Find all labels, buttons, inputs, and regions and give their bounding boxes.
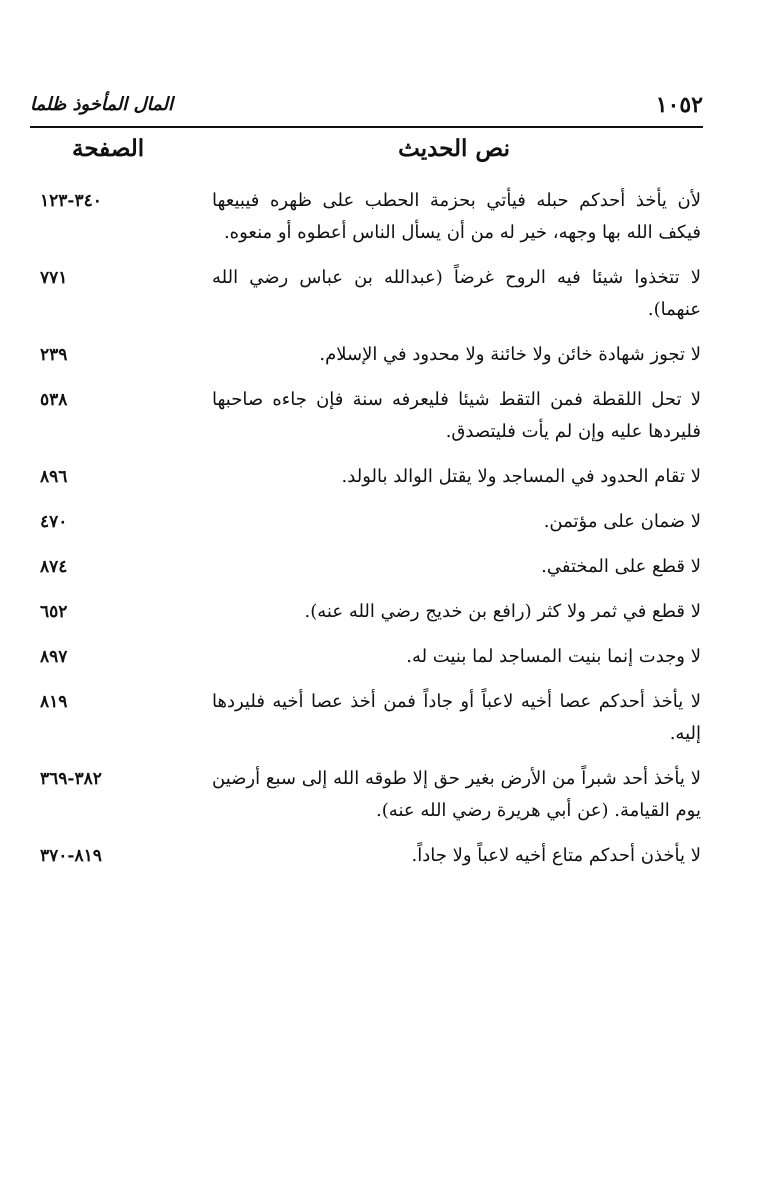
column-heading-text: نص الحديث xyxy=(398,135,510,162)
page-reference: ٥٣٨ xyxy=(40,390,68,410)
index-entry xyxy=(40,686,701,750)
index-entry xyxy=(40,506,701,538)
hadith-text: لا تتخذوا شيئا فيه الروح غرضاً (عبدالله بن عباس رضي الله عنهما). xyxy=(212,267,701,320)
page-reference: ٤٧٠ xyxy=(40,512,68,532)
page-reference: ٢٣٩ xyxy=(40,345,68,365)
hadith-text: لا تحل اللقطة فمن التقط شيئا فليعرفه سنة فإن جاءه صاحبها فليردها عليه وإن لم يأت فليتصدق. xyxy=(212,389,701,442)
running-head xyxy=(30,88,703,128)
hadith-text: لا يأخذ أحدكم عصا أخيه لاعباً أو جاداً فمن أخذ عصا أخيه فليردها إليه. xyxy=(212,691,701,744)
hadith-text: لا قطع في ثمر ولا كثر (رافع بن خديج رضي الله عنه). xyxy=(304,601,701,622)
page-reference: ٧٧١ xyxy=(40,268,68,288)
page-reference: ٨٩٦ xyxy=(40,467,68,487)
index-entry xyxy=(40,641,701,673)
hadith-text: لا تجوز شهادة خائن ولا خائنة ولا محدود في الإسلام. xyxy=(319,344,701,365)
running-title: المال المأخوذ ظلما xyxy=(30,94,173,115)
hadith-text: لأن يأخذ أحدكم حبله فيأتي بحزمة الحطب على ظهره فيبيعها فيكف الله بها وجهه، خير له من أن يسأل الناس أعطوه أو منعوه. xyxy=(212,190,701,243)
page-reference: ٨١٩-٣٧٠ xyxy=(40,846,102,866)
hadith-index-list xyxy=(40,185,701,885)
index-entry xyxy=(40,551,701,583)
hadith-text: لا يأخذ أحد شبراً من الأرض بغير حق إلا طوقه الله إلى سبع أرضين يوم القيامة. (عن أبي هريرة رضي الله عنه). xyxy=(212,768,701,821)
index-entry xyxy=(40,262,701,326)
index-entry xyxy=(40,763,701,827)
page-reference: ٨٧٤ xyxy=(40,557,68,577)
column-heading-page: الصفحة xyxy=(72,135,145,162)
page-reference: ٣٨٢-٣٦٩ xyxy=(40,769,102,789)
hadith-text: لا تقام الحدود في المساجد ولا يقتل الوالد بالولد. xyxy=(341,466,701,487)
header-rule xyxy=(30,126,703,128)
index-entry xyxy=(40,840,701,872)
page-reference: ٨١٩ xyxy=(40,692,68,712)
page-reference: ٨٩٧ xyxy=(40,647,68,667)
page-number: ١٠٥٢ xyxy=(655,92,703,118)
index-entry xyxy=(40,339,701,371)
hadith-text: لا ضمان على مؤتمن. xyxy=(543,511,701,532)
index-entry xyxy=(40,185,701,249)
index-entry xyxy=(40,384,701,448)
hadith-text: لا يأخذن أحدكم متاع أخيه لاعباً ولا جاداً. xyxy=(411,845,701,866)
hadith-text: لا وجدت إنما بنيت المساجد لما بنيت له. xyxy=(406,646,701,667)
index-entry xyxy=(40,596,701,628)
page-reference: ٣٤٠-١٢٣ xyxy=(40,191,102,211)
page-reference: ٦٥٢ xyxy=(40,602,68,622)
index-entry xyxy=(40,461,701,493)
hadith-text: لا قطع على المختفي. xyxy=(541,556,701,577)
